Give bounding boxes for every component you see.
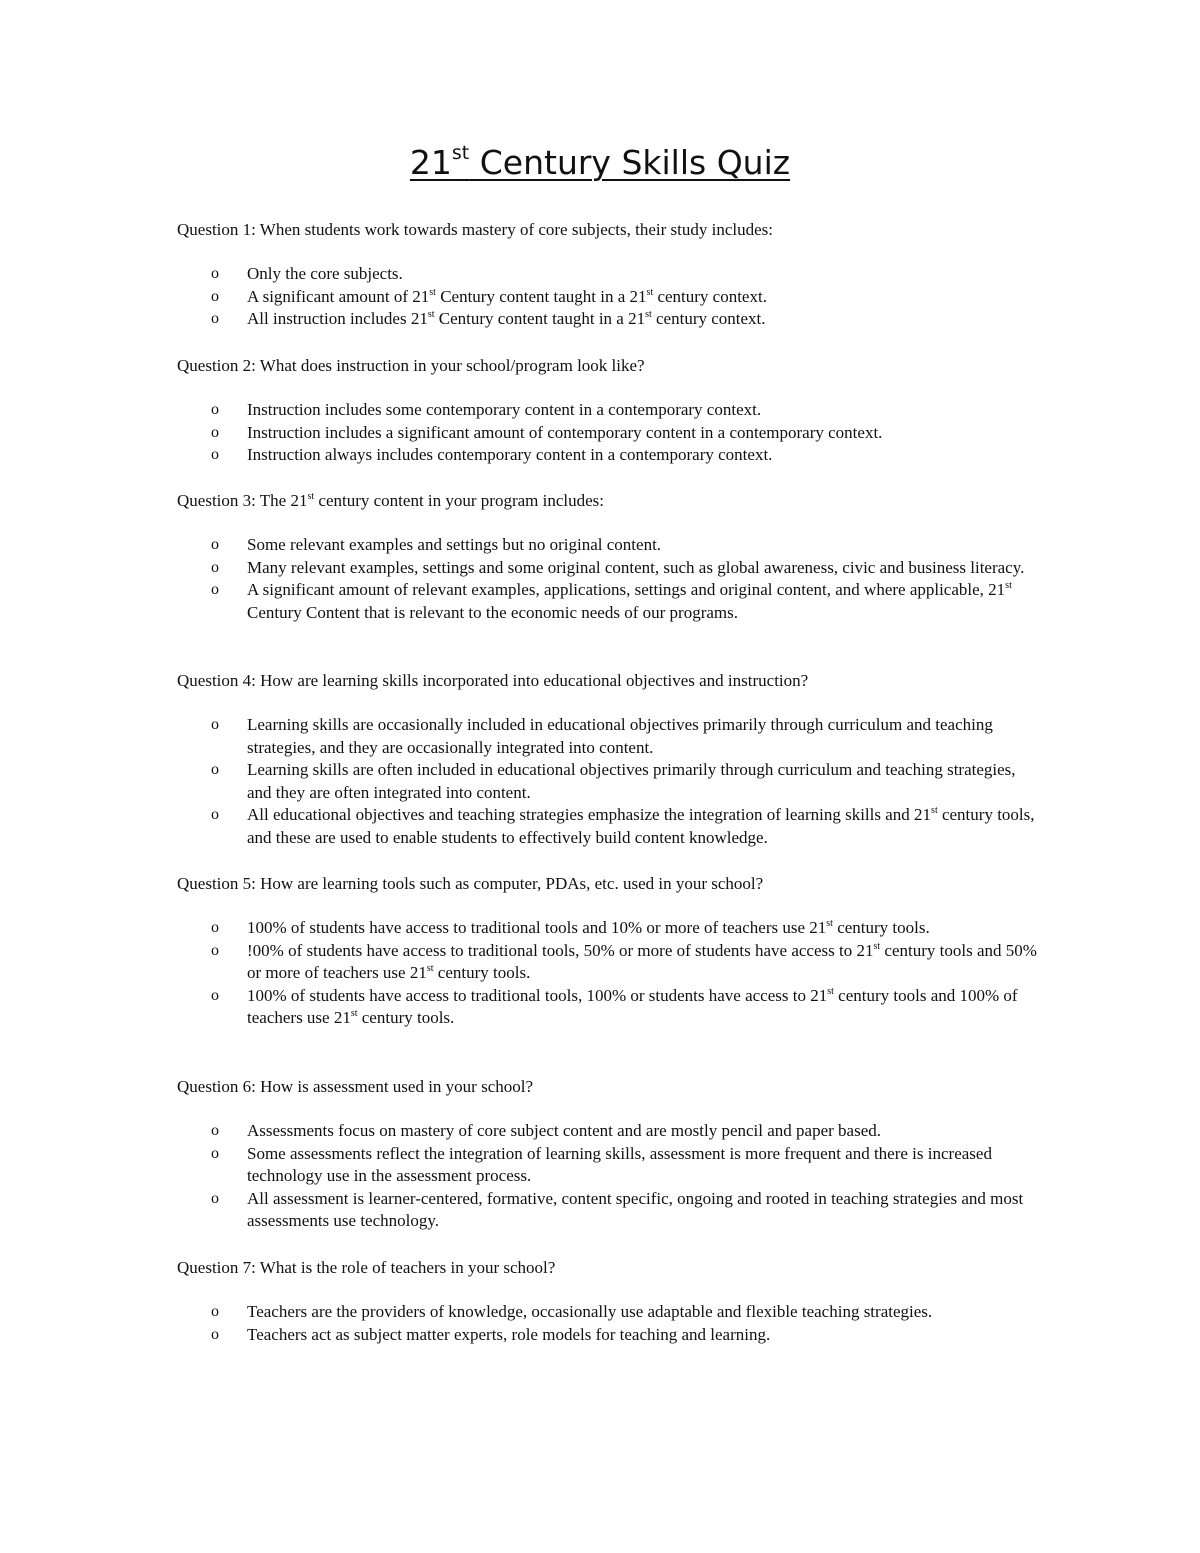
answer-option-text [247, 715, 993, 757]
answer-option-text [247, 264, 403, 283]
question-6-options [177, 1120, 1037, 1233]
ordinal-superscript: st [645, 309, 652, 321]
circle-bullet-icon: o [211, 423, 219, 441]
answer-option [177, 308, 1037, 331]
text-segment: Instruction always includes contemporary content in a contemporary context. [247, 445, 773, 465]
text-segment: century content in your program includes: [314, 491, 605, 510]
title-number: 21 [409, 143, 452, 182]
text-segment: century tools and 100% of teachers use 21 [247, 985, 1018, 1028]
circle-bullet-icon: o [211, 446, 219, 464]
question-4-options [177, 714, 1037, 850]
text-segment: Only the core subjects. [247, 264, 403, 283]
answer-option-text [247, 1325, 770, 1344]
answer-option [177, 804, 1037, 849]
text-segment: century tools, and these are used to enable students to effectively build content knowledge. [247, 805, 1035, 847]
answer-option [177, 1120, 1037, 1143]
answer-option-text [247, 1189, 1023, 1231]
text-segment: Some assessments reflect the integration of learning skills, assessment is more frequent and there is increased technology use in the assessment process. [247, 1143, 992, 1186]
circle-bullet-icon: o [211, 1303, 219, 1320]
answer-option-text [247, 558, 1024, 577]
answer-option [177, 759, 1037, 804]
answer-option [177, 444, 1037, 467]
answer-option-text [247, 986, 1018, 1028]
circle-bullet-icon: o [211, 310, 219, 328]
ordinal-superscript: st [307, 491, 315, 502]
text-segment: 100% of students have access to traditional tools, 100% or students have access to 21 [247, 985, 828, 1005]
circle-bullet-icon: o [211, 806, 219, 824]
question-5-label: Question 5: How are learning tools such as computer, PDAs, etc. used in your school? [177, 874, 764, 893]
circle-bullet-icon: o [211, 1122, 219, 1139]
ordinal-superscript: st [826, 918, 833, 929]
answer-option [177, 940, 1037, 985]
title-text [410, 143, 790, 182]
ordinal-superscript: st [931, 805, 938, 817]
circle-bullet-icon: o [211, 761, 219, 779]
text-segment: century tools. [832, 918, 930, 937]
circle-bullet-icon: o [211, 558, 219, 576]
text-segment: Assessments focus on mastery of core subject content and are mostly pencil and paper based. [247, 1121, 882, 1140]
answer-option [177, 263, 1037, 286]
text-segment: Century content taught in a 21 [434, 309, 646, 329]
circle-bullet-icon: o [211, 1189, 219, 1207]
text-segment: Teachers act as subject matter experts, role models for teaching and learning. [247, 1324, 771, 1344]
text-segment: Teachers are the providers of knowledge, occasionally use adaptable and flexible teaching strategies. [247, 1302, 933, 1321]
text-segment: century tools. [433, 963, 531, 983]
page-title [0, 141, 1200, 185]
text-segment: All instruction includes 21 [247, 309, 428, 329]
ordinal-superscript: st [646, 286, 654, 298]
answer-option-text [247, 535, 661, 554]
text-segment: A significant amount of 21 [247, 286, 430, 306]
circle-bullet-icon: o [211, 986, 219, 1004]
answer-option-text [247, 760, 1016, 802]
answer-option [177, 422, 1037, 445]
text-segment: Century content taught in a 21 [435, 286, 647, 306]
question-5-options [177, 917, 1037, 1030]
answer-option [177, 1188, 1037, 1233]
answer-option [177, 557, 1037, 580]
text-segment: Learning skills are often included in educational objectives primarily through curriculum and teaching strategies, and they are often integrated into content. [247, 760, 1016, 802]
text-segment: !00% of students have access to traditional tools, 50% or more of students have access to 21 [247, 940, 874, 960]
circle-bullet-icon: o [211, 265, 219, 282]
text-segment: century context. [653, 286, 767, 306]
ordinal-superscript: st [827, 985, 834, 997]
answer-option [177, 714, 1037, 759]
answer-option-text [247, 805, 1035, 847]
question-2-options [177, 399, 1037, 467]
answer-option [177, 579, 1037, 624]
text-segment: 100% of students have access to traditional tools and 10% or more of teachers use 21 [247, 918, 827, 937]
answer-option [177, 917, 1037, 940]
question-3-label [177, 489, 1037, 512]
answer-option [177, 399, 1037, 422]
answer-option-text [247, 287, 767, 306]
answer-option-text [247, 309, 766, 328]
text-segment: All educational objectives and teaching strategies emphasize the integration of learning skills and 21 [247, 805, 932, 825]
ordinal-superscript: st [427, 309, 435, 321]
ordinal-superscript: st [429, 286, 436, 298]
title-superscript: st [451, 142, 470, 164]
question-2-label: Question 2: What does instruction in your school/program look like? [177, 356, 645, 375]
answer-option-text [247, 1121, 881, 1140]
text-segment: century tools and 50% or more of teachers use 21 [247, 940, 1037, 983]
text-segment: Instruction includes a significant amount of contemporary content in a contemporary context. [247, 422, 883, 442]
text-segment: Century Content that is relevant to the economic needs of our programs. [247, 602, 738, 622]
answer-option-text [247, 445, 772, 464]
ordinal-superscript: st [350, 1008, 358, 1020]
text-segment: century context. [651, 309, 766, 329]
circle-bullet-icon: o [211, 716, 219, 733]
circle-bullet-icon: o [211, 536, 219, 553]
circle-bullet-icon: o [211, 287, 219, 305]
answer-option-text [247, 941, 1037, 983]
question-3-options [177, 534, 1037, 624]
ordinal-superscript: st [1005, 580, 1012, 592]
text-segment: Many relevant examples, settings and some original content, such as global awareness, civic and business literacy. [247, 557, 1025, 577]
answer-option-text [247, 1302, 932, 1321]
title-rest: Century Skills Quiz [469, 143, 791, 182]
answer-option [177, 286, 1037, 309]
answer-option-text [247, 918, 930, 937]
text-segment: century tools. [357, 1008, 455, 1028]
answer-option [177, 985, 1037, 1030]
text-segment: Question 3: The 21 [177, 491, 308, 510]
answer-option-text [247, 423, 882, 442]
question-7-label: Question 7: What is the role of teachers in your school? [177, 1258, 556, 1277]
ordinal-superscript: st [426, 963, 434, 975]
circle-bullet-icon: o [211, 941, 219, 959]
question-6-label: Question 6: How is assessment used in your school? [177, 1077, 534, 1096]
answer-option [177, 1301, 1037, 1324]
answer-option [177, 1143, 1037, 1188]
text-segment: A significant amount of relevant examples, applications, settings and original content, and where applicable, 21 [247, 580, 1006, 600]
circle-bullet-icon: o [211, 1325, 219, 1343]
circle-bullet-icon: o [211, 401, 219, 418]
question-4-label: Question 4: How are learning skills incorporated into educational objectives and instruction? [177, 671, 809, 690]
answer-option [177, 1324, 1037, 1347]
text-segment: Learning skills are occasionally included in educational objectives primarily through curriculum and teaching strategies, and they are occasionally integrated into content. [247, 715, 993, 757]
answer-option-text [247, 580, 1012, 622]
question-1-options [177, 263, 1037, 331]
answer-option [177, 534, 1037, 557]
text-segment: All assessment is learner-centered, formative, content specific, ongoing and rooted in teaching strategies and most assessments use technology. [247, 1188, 1024, 1231]
answer-option-text [247, 400, 761, 419]
circle-bullet-icon: o [211, 919, 219, 936]
ordinal-superscript: st [873, 940, 881, 952]
question-7-options [177, 1301, 1037, 1346]
text-segment: Some relevant examples and settings but no original content. [247, 535, 662, 554]
answer-option-text [247, 1144, 992, 1186]
circle-bullet-icon: o [211, 581, 219, 599]
question-1-label: Question 1: When students work towards mastery of core subjects, their study includes: [177, 220, 773, 239]
text-segment: Instruction includes some contemporary content in a contemporary context. [247, 400, 762, 419]
circle-bullet-icon: o [211, 1144, 219, 1162]
